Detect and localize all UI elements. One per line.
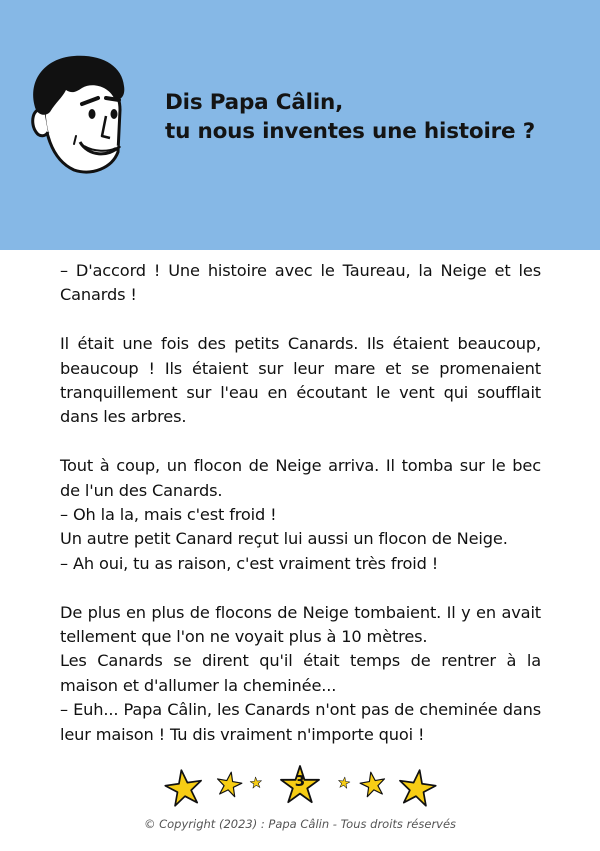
star-icon [250, 777, 262, 789]
story-line: – D'accord ! Une histoire avec le Taureau, la Neige et les Canards ! [60, 261, 541, 305]
star-icon [215, 770, 243, 797]
story-line: Il était une fois des petits Canards. Ils étaient beaucoup, beaucoup ! Ils étaient sur leur mare et se promenaient tranquillement sur l'eau en écoutant le vent qui soufflait dans les arbres. [60, 334, 541, 427]
story-line: Un autre petit Canard reçut lui aussi un flocon de Neige. [60, 529, 508, 549]
copyright-notice: © Copyright (2023) : Papa Câlin - Tous droits réservés [143, 817, 457, 831]
page-title [165, 88, 535, 146]
paragraph-gap [60, 430, 541, 454]
cartoon-dad-face-icon [22, 52, 132, 180]
page-number: 3 [294, 772, 306, 790]
star-icon [359, 770, 387, 797]
story-line: De plus en plus de flocons de Neige tombaient. Il y en avait tellement que l'on ne voyait plus à 10 mètres. [60, 602, 541, 647]
story-line: – Ah oui, tu as raison, c'est vraiment très froid ! [60, 553, 439, 573]
star-icon [163, 768, 204, 807]
title-line-1: Dis Papa Câlin, [165, 90, 344, 115]
paragraph-gap [60, 308, 541, 332]
story-line: – Oh la la, mais c'est froid ! [60, 505, 277, 525]
paragraph-gap [60, 576, 541, 600]
story-line: Tout à coup, un flocon de Neige arriva. Il tomba sur le bec de l'un des Canards. [60, 456, 541, 500]
star-icon [397, 768, 438, 807]
story-line: – Euh... Papa Câlin, les Canards n'ont pas de cheminée dans leur maison ! Tu dis vraiment n'importe quoi ! [60, 700, 541, 744]
title-line-2: tu nous inventes une histoire ? [165, 119, 535, 144]
story-text [60, 259, 541, 747]
story-line: Les Canards se dirent qu'il était temps de rentrer à la maison et d'allumer la cheminée... [60, 651, 541, 695]
star-icon [338, 776, 351, 788]
header-banner [0, 0, 600, 250]
